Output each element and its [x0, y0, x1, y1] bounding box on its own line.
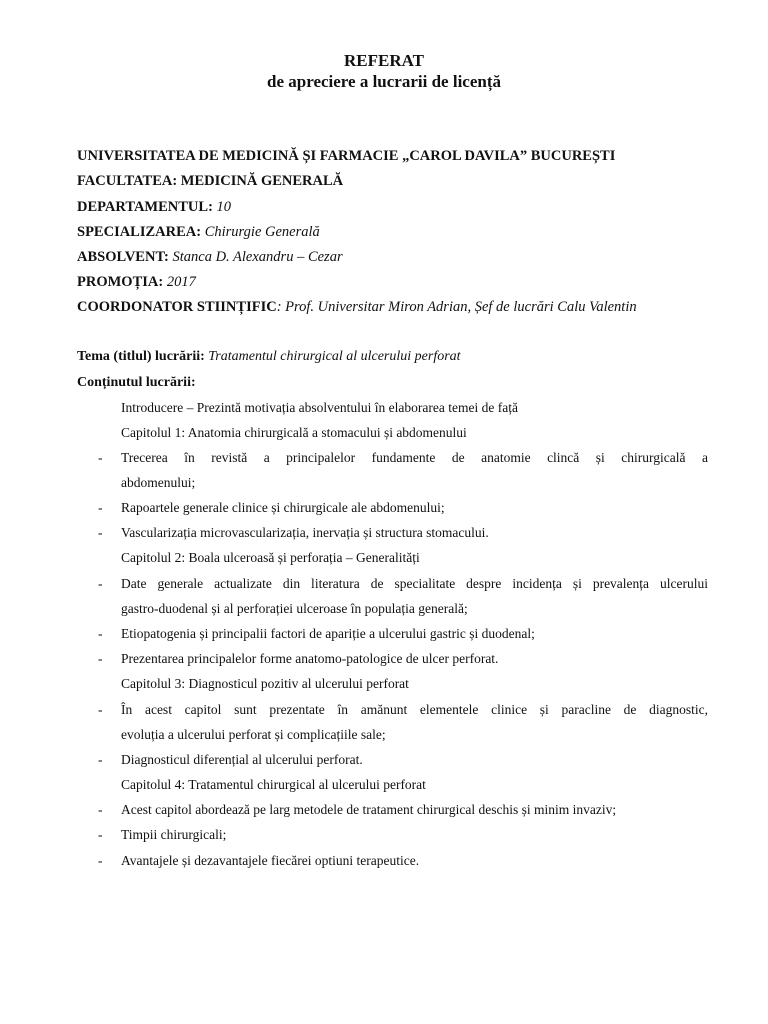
document-subtitle: de apreciere a lucrarii de licență [267, 72, 501, 91]
list-item-continuation: abdomenului; [121, 475, 196, 490]
coordinator-value: : Prof. Universitar Miron Adrian, Șef de lucrări Calu Valentin [276, 299, 637, 315]
list-bullet: - [98, 525, 103, 540]
theme-line [77, 348, 461, 366]
list-item: Date generale actualizate din literatura de specialitate despre incidența și prevalența ulcerului [121, 576, 708, 591]
list-item: Diagnosticul diferențial al ulcerului perforat. [121, 752, 363, 767]
university-name: UNIVERSITATEA DE MEDICINĂ ȘI FARMACIE „CAROL DAVILA” BUCUREȘTI [77, 148, 616, 164]
list-bullet: - [98, 827, 103, 842]
theme-value: Tratamentul chirurgical al ulcerului perforat [208, 349, 461, 364]
list-bullet: - [98, 651, 103, 666]
chapter-3-title: Capitolul 3: Diagnosticul pozitiv al ulcerului perforat [121, 676, 409, 691]
list-item-continuation: gastro-duodenal și al perforației ulceroase în populația generală; [121, 601, 468, 616]
graduate-label: ABSOLVENT: [77, 249, 169, 265]
promotion-line [77, 273, 196, 291]
intro-line: Introducere – Prezintă motivația absolventului în elaborarea temei de față [121, 400, 518, 415]
coordinator-line [77, 298, 637, 316]
specialization-line [77, 223, 320, 241]
department-line [77, 198, 231, 216]
promotion-value: 2017 [166, 274, 196, 290]
chapter-1-title: Capitolul 1: Anatomia chirurgicală a stomacului și abdomenului [121, 425, 467, 440]
list-bullet: - [98, 802, 103, 817]
list-bullet: - [98, 702, 103, 717]
specialization-value: Chirurgie Generală [204, 224, 320, 240]
department-label: DEPARTAMENTUL: [77, 199, 213, 215]
document-title: REFERAT [344, 51, 424, 70]
coordinator-label: COORDONATOR STIINȚIFIC [77, 299, 277, 315]
faculty-name: FACULTATEA: MEDICINĂ GENERALĂ [77, 173, 344, 189]
content-label: Conținutul lucrării: [77, 375, 196, 390]
university-line [77, 147, 615, 165]
list-item: În acest capitol sunt prezentate în amănunt elementele clinice și paraclinе de diagnostic, [121, 702, 708, 717]
list-item: Vascularizația microvascularizația, inervația și structura stomacului. [121, 525, 489, 540]
list-bullet: - [98, 752, 103, 767]
faculty-line [77, 172, 343, 190]
list-item: Prezentarea principalelor forme anatomo-patologice de ulcer perforat. [121, 651, 499, 666]
promotion-label: PROMOȚIA: [77, 274, 164, 290]
graduate-value: Stanca D. Alexandru – Cezar [172, 249, 343, 265]
list-bullet: - [98, 853, 103, 868]
list-bullet: - [98, 450, 103, 465]
specialization-label: SPECIALIZAREA: [77, 224, 202, 240]
list-bullet: - [98, 626, 103, 641]
content-heading [77, 374, 196, 392]
list-bullet: - [98, 500, 103, 515]
chapter-2-title: Capitolul 2: Boala ulceroasă și perforația – Generalități [121, 550, 420, 565]
list-item: Etiopatogenia și principalii factori de apariție a ulcerului gastric și duodenal; [121, 626, 535, 641]
list-item: Trecerea în revistă a principalelor fundamente de anatomie clincă și chirurgicală a [121, 450, 708, 465]
department-value: 10 [216, 199, 232, 215]
list-item: Avantajele și dezavantajele fiecărei optiuni terapeutice. [121, 853, 420, 868]
list-item: Acest capitol abordează pe larg metodele de tratament chirurgical deschis și minim invaziv; [121, 802, 617, 817]
list-item: Timpii chirurgicali; [121, 827, 227, 842]
chapter-4-title: Capitolul 4: Tratamentul chirurgical al ulcerului perforat [121, 777, 426, 792]
graduate-line [77, 248, 343, 266]
theme-label: Tema (titlul) lucrării: [77, 349, 205, 364]
list-item-continuation: evoluția a ulcerului perforat și complicațiile sale; [121, 727, 386, 742]
list-bullet: - [98, 576, 103, 591]
list-item: Rapoartele generale clinice și chirurgicale ale abdomenului; [121, 500, 445, 515]
